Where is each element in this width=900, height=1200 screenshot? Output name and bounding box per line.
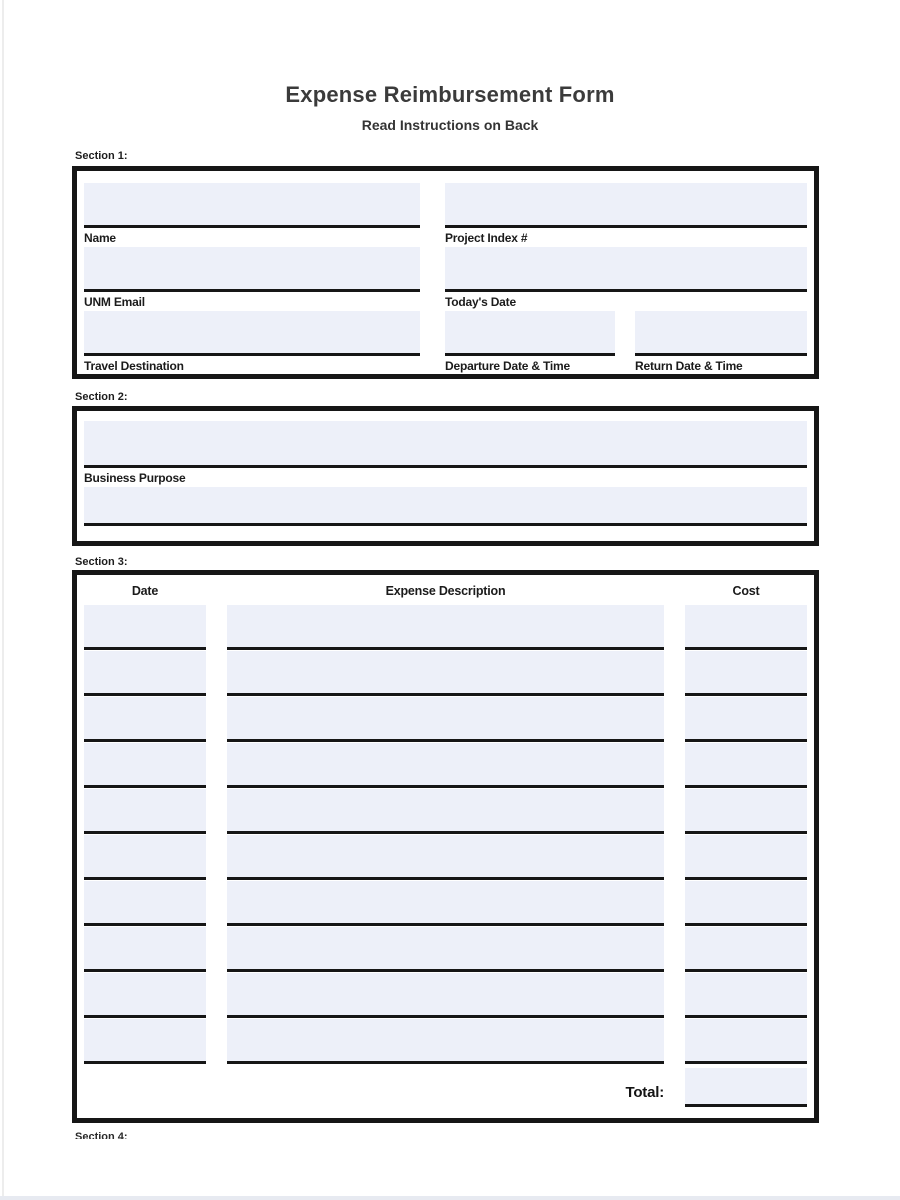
expense-cost-cell [685, 651, 807, 696]
expense-date-cell [84, 605, 206, 650]
todays-date-field-group [445, 247, 807, 311]
section1-row-2 [84, 247, 807, 311]
expense-cost-input[interactable] [685, 1019, 807, 1064]
section1-row-1 [84, 183, 807, 247]
expense-date-cell [84, 927, 206, 972]
page-bottom-edge [0, 1196, 900, 1200]
expense-description-input[interactable] [227, 1019, 664, 1064]
expense-row [84, 651, 807, 696]
expense-date-cell [84, 835, 206, 880]
todays-date-label: Today's Date [445, 295, 516, 309]
section2-label: Section 2: [75, 391, 128, 403]
expense-description-input[interactable] [227, 789, 664, 834]
project-index-label: Project Index # [445, 231, 528, 245]
expense-cost-cell [685, 927, 807, 972]
expense-cost-input[interactable] [685, 881, 807, 926]
unm-email-label: UNM Email [84, 295, 145, 309]
expense-cost-cell [685, 697, 807, 742]
expense-description-cell [227, 927, 664, 972]
unm-email-field-group [84, 247, 420, 311]
total-row [84, 1068, 807, 1107]
section3-box [72, 570, 819, 1123]
expense-description-cell [227, 605, 664, 650]
expense-date-input[interactable] [84, 651, 206, 696]
expense-cost-cell [685, 743, 807, 788]
travel-destination-input[interactable] [84, 311, 420, 356]
expense-description-input[interactable] [227, 651, 664, 696]
expense-date-input[interactable] [84, 605, 206, 650]
section1-label: Section 1: [75, 150, 128, 162]
expense-cost-input[interactable] [685, 973, 807, 1018]
expense-row [84, 1019, 807, 1064]
travel-destination-field-group [84, 311, 420, 375]
expense-date-cell [84, 743, 206, 788]
expense-cost-input[interactable] [685, 651, 807, 696]
business-purpose-input[interactable] [84, 421, 807, 468]
return-date-time-input[interactable] [635, 311, 807, 356]
section3-label: Section 3: [75, 556, 128, 568]
expense-date-input[interactable] [84, 973, 206, 1018]
name-input[interactable] [84, 183, 420, 228]
business-purpose-input-2[interactable] [84, 487, 807, 526]
expense-cost-cell [685, 1019, 807, 1064]
expense-row [84, 789, 807, 834]
expense-description-cell [227, 973, 664, 1018]
expense-description-input[interactable] [227, 605, 664, 650]
departure-date-time-field-group [445, 311, 615, 375]
expense-date-cell [84, 789, 206, 834]
expense-table-header-row [84, 583, 807, 605]
expense-date-input[interactable] [84, 927, 206, 972]
expense-description-input[interactable] [227, 835, 664, 880]
expense-date-cell [84, 651, 206, 696]
expense-date-cell [84, 697, 206, 742]
travel-destination-label: Travel Destination [84, 359, 184, 373]
project-index-field-group [445, 183, 807, 247]
expense-date-input[interactable] [84, 1019, 206, 1064]
section1-row-3 [84, 311, 807, 375]
expense-description-cell [227, 697, 664, 742]
expense-row [84, 881, 807, 926]
total-cost-field-group [685, 1068, 807, 1107]
expense-cost-input[interactable] [685, 697, 807, 742]
unm-email-input[interactable] [84, 247, 420, 292]
return-date-time-label: Return Date & Time [635, 359, 743, 373]
page-left-edge [2, 0, 4, 1200]
expense-cost-input[interactable] [685, 789, 807, 834]
form-subtitle: Read Instructions on Back [361, 117, 539, 133]
expense-description-column-header: Expense Description [385, 584, 506, 598]
expense-date-cell [84, 881, 206, 926]
expense-row [84, 697, 807, 742]
form-title: Expense Reimbursement Form [285, 82, 615, 107]
expense-cost-input[interactable] [685, 927, 807, 972]
section1-box [72, 166, 819, 379]
expense-description-cell [227, 881, 664, 926]
expense-cost-input[interactable] [685, 743, 807, 788]
section4-label-clipped [75, 1131, 900, 1139]
name-field-group [84, 183, 420, 247]
expense-rows [84, 605, 807, 1064]
total-label: Total: [625, 1084, 664, 1101]
expense-date-cell [84, 1019, 206, 1064]
expense-description-input[interactable] [227, 881, 664, 926]
expense-date-input[interactable] [84, 835, 206, 880]
expense-date-input[interactable] [84, 697, 206, 742]
expense-description-cell [227, 789, 664, 834]
expense-row [84, 927, 807, 972]
expense-date-input[interactable] [84, 743, 206, 788]
expense-description-input[interactable] [227, 973, 664, 1018]
section4-label: Section 4: [75, 1131, 128, 1139]
expense-description-input[interactable] [227, 927, 664, 972]
expense-date-cell [84, 973, 206, 1018]
section2-box [72, 406, 819, 546]
expense-description-cell [227, 743, 664, 788]
expense-description-cell [227, 651, 664, 696]
section1-row-3-right [445, 311, 807, 375]
expense-date-input[interactable] [84, 789, 206, 834]
expense-cost-input[interactable] [685, 835, 807, 880]
total-cost-input[interactable] [685, 1068, 807, 1107]
expense-row [84, 835, 807, 880]
expense-description-input[interactable] [227, 697, 664, 742]
cost-column-header: Cost [732, 584, 760, 598]
departure-date-time-label: Departure Date & Time [445, 359, 570, 373]
expense-cost-cell [685, 789, 807, 834]
expense-cost-input[interactable] [685, 605, 807, 650]
expense-date-input[interactable] [84, 881, 206, 926]
expense-cost-cell [685, 973, 807, 1018]
name-label: Name [84, 231, 116, 245]
business-purpose-label: Business Purpose [84, 471, 186, 485]
expense-cost-cell [685, 835, 807, 880]
expense-row [84, 605, 807, 650]
todays-date-input[interactable] [445, 247, 807, 292]
expense-row [84, 973, 807, 1018]
date-column-header: Date [131, 584, 159, 598]
expense-cost-cell [685, 605, 807, 650]
expense-description-cell [227, 1019, 664, 1064]
expense-description-cell [227, 835, 664, 880]
return-date-time-field-group [635, 311, 807, 375]
departure-date-time-input[interactable] [445, 311, 615, 356]
project-index-input[interactable] [445, 183, 807, 228]
expense-cost-cell [685, 881, 807, 926]
expense-row [84, 743, 807, 788]
expense-description-input[interactable] [227, 743, 664, 788]
